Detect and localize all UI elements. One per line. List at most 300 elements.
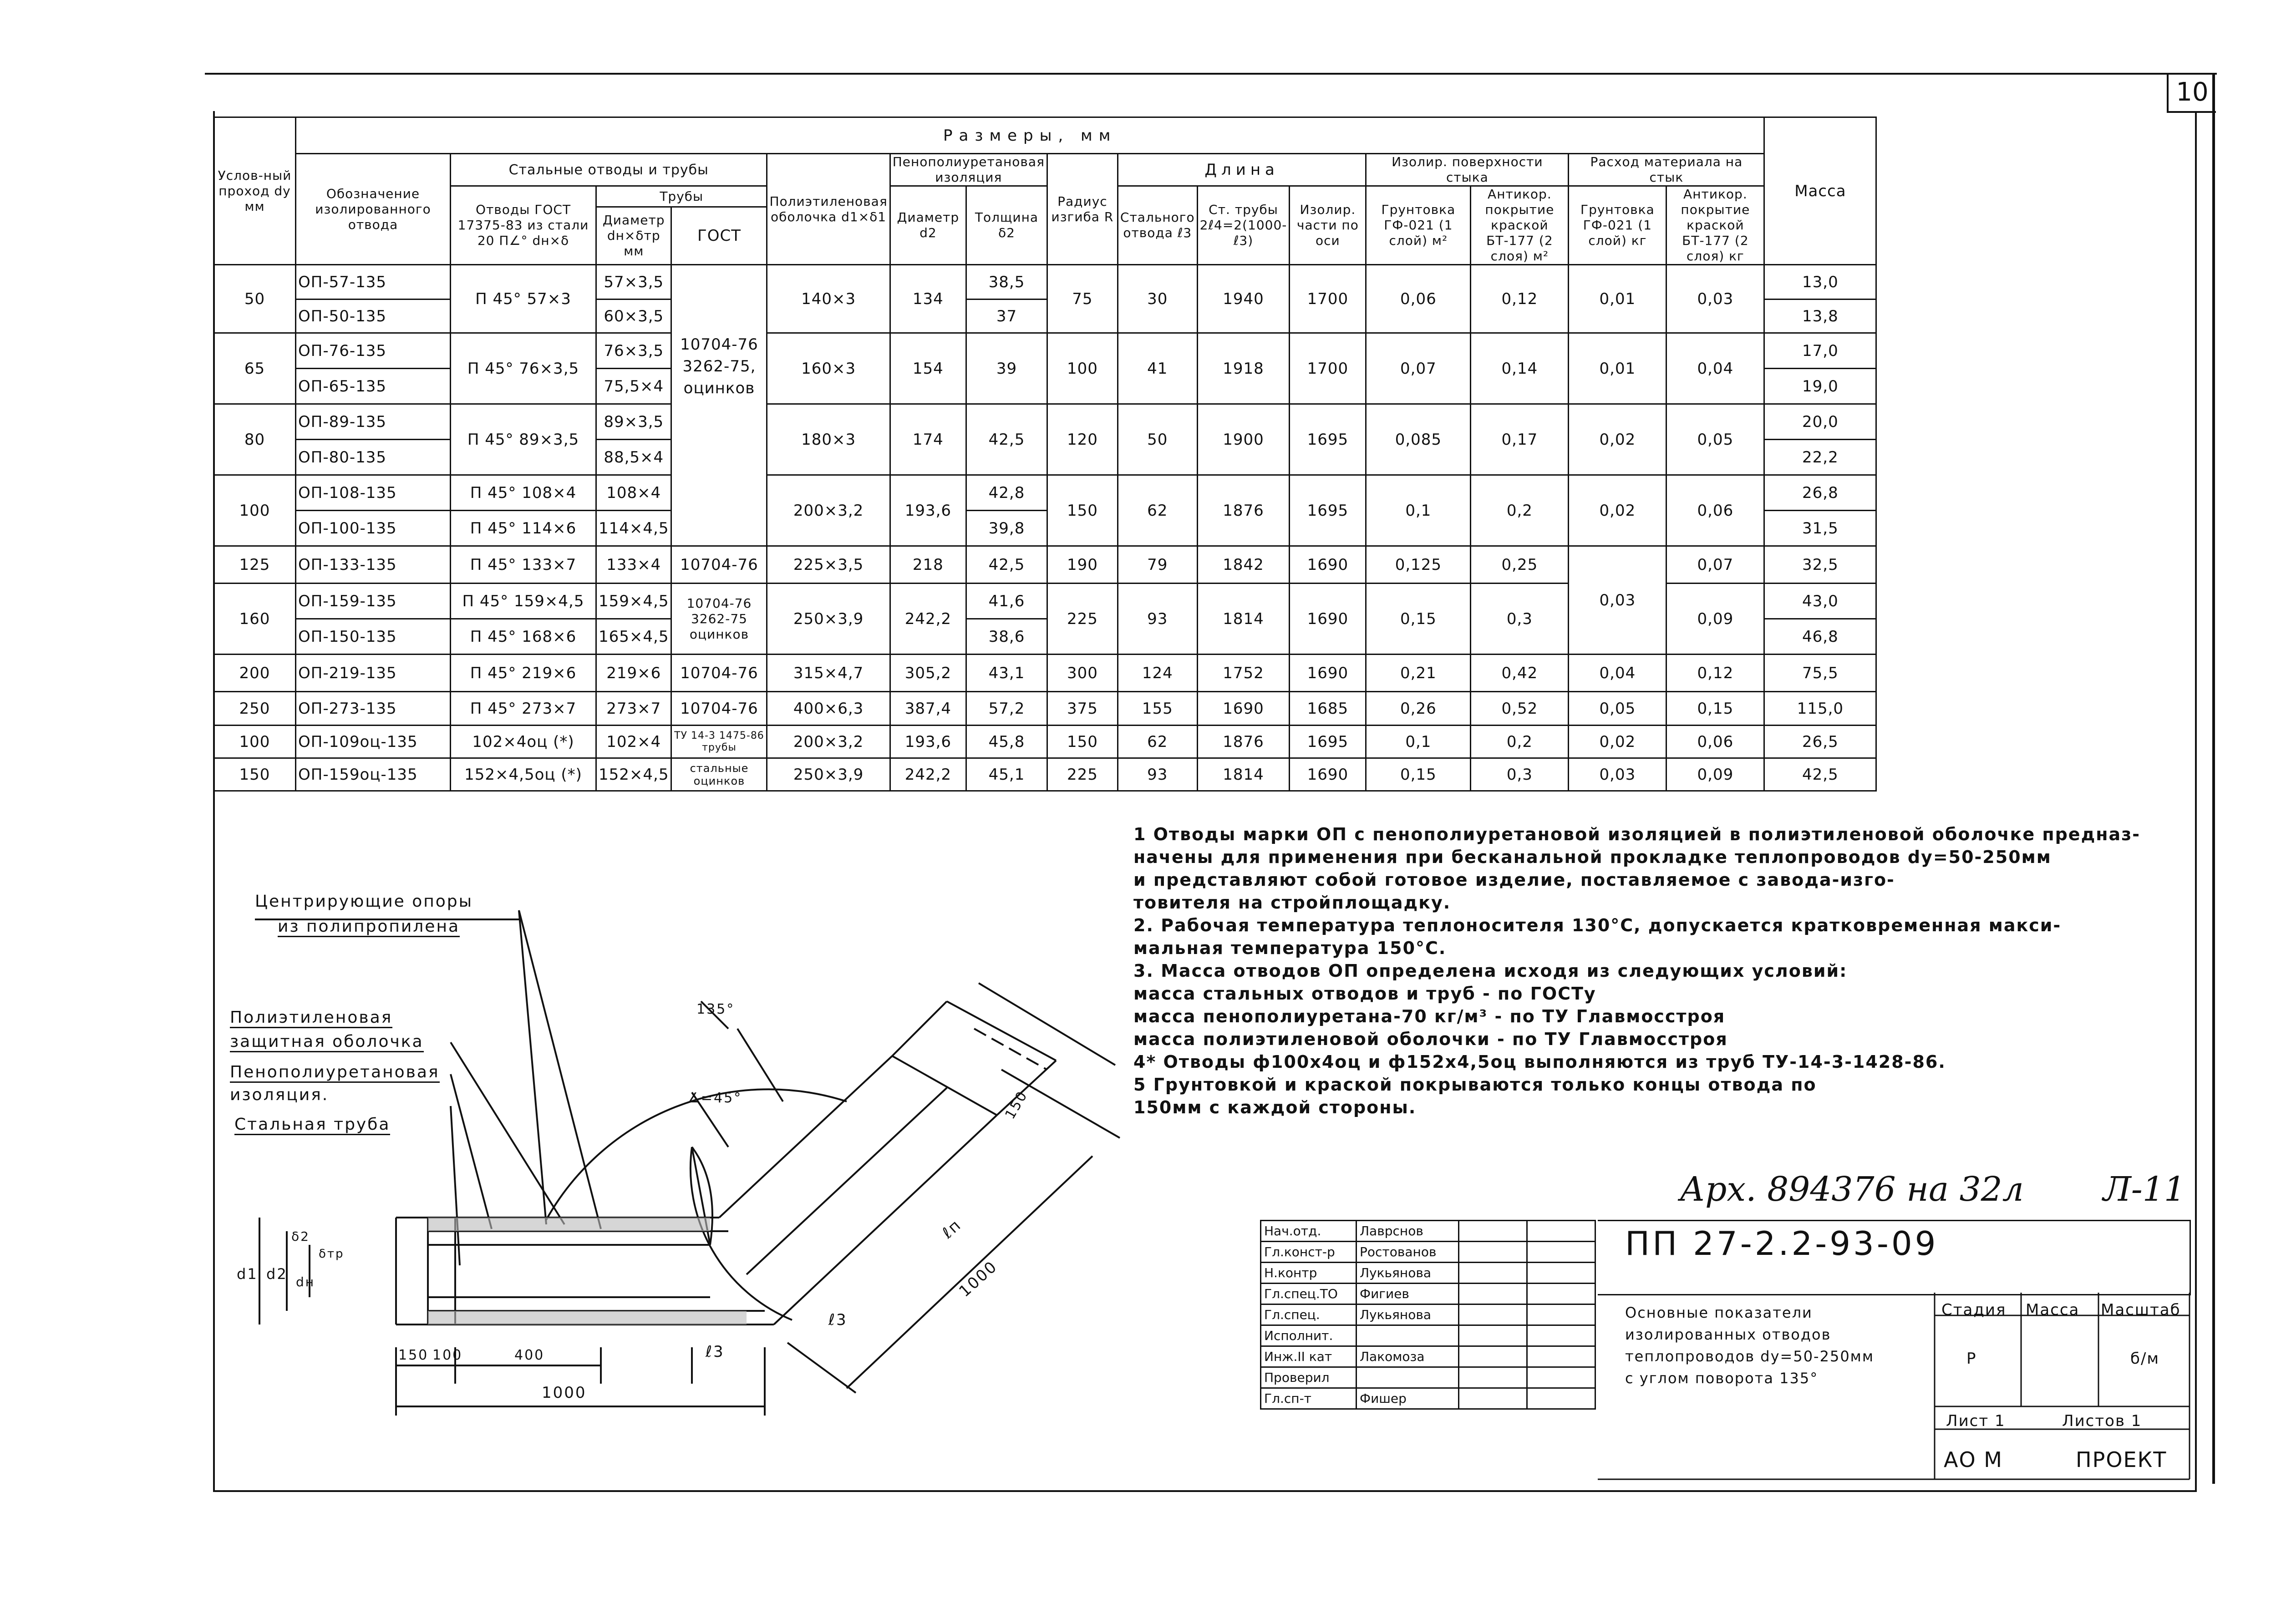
stamp-date bbox=[1527, 1388, 1595, 1409]
cell-grkg: 0,05 bbox=[1569, 692, 1666, 726]
cell-dy: 50 bbox=[214, 265, 296, 333]
cell-diam: 75,5×4 bbox=[596, 369, 671, 404]
hdr-gr-kg: Грунтовка ГФ-021 (1 слой) кг bbox=[1569, 186, 1666, 265]
cell-l4: 1690 bbox=[1197, 692, 1290, 726]
stamp-date bbox=[1527, 1325, 1595, 1346]
cell-oboz: ОП-50-135 bbox=[296, 299, 451, 333]
label-stal-truba: Стальная труба bbox=[234, 1115, 390, 1135]
cell-l4: 1876 bbox=[1197, 726, 1290, 758]
cell-li: 1690 bbox=[1290, 584, 1366, 655]
cell-otvod: П 45° 114×6 bbox=[451, 511, 596, 546]
cell-d2: 242,2 bbox=[890, 584, 966, 655]
dim-150a: 150 bbox=[398, 1347, 429, 1363]
cell-l3: 62 bbox=[1118, 726, 1197, 758]
cell-ant: 0,12 bbox=[1471, 265, 1569, 333]
cell-R: 225 bbox=[1047, 758, 1118, 791]
cell-dy: 65 bbox=[214, 333, 296, 404]
note-line: 150мм с каждой стороны. bbox=[1133, 1097, 1417, 1117]
cell-dy: 100 bbox=[214, 726, 296, 758]
hdr-razmery: Размеры, мм bbox=[296, 117, 1764, 154]
stamp-name: Лукьянова bbox=[1356, 1263, 1459, 1284]
stamp-signature bbox=[1459, 1221, 1527, 1242]
cell-oboz: ОП-57-135 bbox=[296, 265, 451, 299]
cell-antkg: 0,06 bbox=[1666, 475, 1764, 546]
stamp-name: Лакомоза bbox=[1356, 1346, 1459, 1367]
cell-l3: 41 bbox=[1118, 333, 1197, 404]
stamp-name: Фишер bbox=[1356, 1388, 1459, 1409]
cell-diam: 60×3,5 bbox=[596, 299, 671, 333]
cell-l4: 1842 bbox=[1197, 546, 1290, 584]
hdr-izol-pov: Изолир. поверхности стыка bbox=[1366, 154, 1569, 186]
cell-gr: 0,15 bbox=[1366, 584, 1471, 655]
org-1: АО М bbox=[1944, 1447, 2003, 1472]
note-line: товителя на стройплощадку. bbox=[1133, 893, 1451, 913]
cell-mass: 22,2 bbox=[1764, 440, 1876, 475]
cell-obol: 200×3,2 bbox=[767, 475, 890, 546]
cell-mass: 13,8 bbox=[1764, 299, 1876, 333]
cell-R: 225 bbox=[1047, 584, 1118, 655]
cell-diam: 102×4 bbox=[596, 726, 671, 758]
dim-l3b: ℓ3 bbox=[828, 1311, 848, 1329]
cell-d2: 242,2 bbox=[890, 758, 966, 791]
dim-deltatr: δтр bbox=[319, 1247, 345, 1261]
desc-line: с углом поворота 135° bbox=[1625, 1370, 1819, 1387]
masshtab-label: Масштаб bbox=[2101, 1301, 2181, 1319]
cell-diam: 76×3,5 bbox=[596, 333, 671, 369]
cell-tol: 38,6 bbox=[966, 619, 1047, 655]
hdr-ant: Антикор. покрытие краской БТ-177 (2 слоя) м² bbox=[1471, 186, 1569, 265]
hdr-d-stal: Стального отвода ℓ3 bbox=[1118, 186, 1197, 265]
stamp-name: Ростованов bbox=[1356, 1242, 1459, 1263]
cell-obol: 160×3 bbox=[767, 333, 890, 404]
cell-obol: 250×3,9 bbox=[767, 584, 890, 655]
stamp-signature bbox=[1459, 1346, 1527, 1367]
cell-otvod: П 45° 159×4,5 bbox=[451, 584, 596, 619]
cell-ant: 0,14 bbox=[1471, 333, 1569, 404]
hdr-dlina: Длина bbox=[1118, 154, 1366, 186]
stamp-role: Гл.спец.ТО bbox=[1261, 1284, 1356, 1304]
cell-ant: 0,17 bbox=[1471, 404, 1569, 475]
cell-antkg: 0,09 bbox=[1666, 584, 1764, 655]
cell-obol: 140×3 bbox=[767, 265, 890, 333]
stadiya-value: Р bbox=[1966, 1350, 1977, 1368]
cell-ant: 0,2 bbox=[1471, 726, 1569, 758]
cell-otvod: 152×4,5оц (*) bbox=[451, 758, 596, 791]
cell-l4: 1752 bbox=[1197, 655, 1290, 692]
cell-ant: 0,25 bbox=[1471, 546, 1569, 584]
cell-ant: 0,3 bbox=[1471, 758, 1569, 791]
cell-antkg: 0,12 bbox=[1666, 655, 1764, 692]
cell-antkg: 0,04 bbox=[1666, 333, 1764, 404]
stamp-role: Нач.отд. bbox=[1261, 1221, 1356, 1242]
hdr-ppu-diam: Диаметр d2 bbox=[890, 186, 966, 265]
cell-li: 1695 bbox=[1290, 726, 1366, 758]
hdr-truby: Трубы bbox=[596, 186, 767, 207]
stamp-role: Н.контр bbox=[1261, 1263, 1356, 1284]
cell-dy: 200 bbox=[214, 655, 296, 692]
cell-li: 1700 bbox=[1290, 265, 1366, 333]
cell-gost-a: 10704-76 bbox=[680, 335, 758, 354]
cell-tol: 37 bbox=[966, 299, 1047, 333]
cell-grkg: 0,03 bbox=[1569, 546, 1666, 655]
stamp-date bbox=[1527, 1284, 1595, 1304]
cell-l3: 155 bbox=[1118, 692, 1197, 726]
hdr-massa-text: Масса bbox=[1794, 182, 1846, 200]
archive-number: Арх. 894376 на 32л bbox=[1680, 1170, 2024, 1209]
stamp-date bbox=[1527, 1242, 1595, 1263]
dim-d2: d2 bbox=[266, 1265, 288, 1283]
cell-tol: 41,6 bbox=[966, 584, 1047, 619]
cell-R: 150 bbox=[1047, 726, 1118, 758]
cell-d2: 154 bbox=[890, 333, 966, 404]
note-line: 5 Грунтовкой и краской покрываются только концы отвода по bbox=[1133, 1075, 1817, 1095]
cell-tol: 38,5 bbox=[966, 265, 1047, 299]
cell-d2: 218 bbox=[890, 546, 966, 584]
cell-li: 1700 bbox=[1290, 333, 1366, 404]
cell-l4: 1814 bbox=[1197, 584, 1290, 655]
hdr-d-izol: Изолир. части по оси bbox=[1290, 186, 1366, 265]
label-ppu-2: изоляция. bbox=[230, 1086, 329, 1104]
cell-grkg: 0,02 bbox=[1569, 404, 1666, 475]
cell-mass: 115,0 bbox=[1764, 692, 1876, 726]
cell-diam: 114×4,5 bbox=[596, 511, 671, 546]
cell-oboz: ОП-108-135 bbox=[296, 475, 451, 511]
title-stamp bbox=[1260, 1220, 1596, 1410]
cell-grkg: 0,01 bbox=[1569, 265, 1666, 333]
cell-obol: 180×3 bbox=[767, 404, 890, 475]
cell-otvod: П 45° 273×7 bbox=[451, 692, 596, 726]
cell-grkg: 0,01 bbox=[1569, 333, 1666, 404]
stamp-role: Гл.спец. bbox=[1261, 1304, 1356, 1325]
cell-grkg: 0,02 bbox=[1569, 726, 1666, 758]
cell-l3: 124 bbox=[1118, 655, 1197, 692]
cell-ant: 0,52 bbox=[1471, 692, 1569, 726]
stamp-signature bbox=[1459, 1367, 1527, 1388]
label-angle-45: ∠=45° bbox=[687, 1090, 742, 1106]
stamp-role: Исполнит. bbox=[1261, 1325, 1356, 1346]
cell-dy: 150 bbox=[214, 758, 296, 791]
massa-label: Масса bbox=[2026, 1301, 2080, 1319]
cell-grkg: 0,04 bbox=[1569, 655, 1666, 692]
hdr-radius: Радиус изгиба R bbox=[1047, 154, 1118, 265]
cell-gost-b: 3262-75, оцинков bbox=[682, 357, 756, 397]
cell-l4: 1940 bbox=[1197, 265, 1290, 333]
stamp-date bbox=[1527, 1304, 1595, 1325]
desc-line: теплопроводов dy=50-250мм bbox=[1625, 1348, 1874, 1365]
org-2: ПРОЕКТ bbox=[2076, 1447, 2167, 1472]
cell-R: 375 bbox=[1047, 692, 1118, 726]
hdr-ppu-tol: Толщина δ2 bbox=[966, 186, 1047, 265]
dim-dn: dн bbox=[296, 1274, 315, 1289]
cell-d2: 134 bbox=[890, 265, 966, 333]
dim-150b: 150 bbox=[1002, 1088, 1031, 1122]
cell-otvod: П 45° 133×7 bbox=[451, 546, 596, 584]
cell-diam: 273×7 bbox=[596, 692, 671, 726]
hdr-ppu: Пенополиуретановая изоляция bbox=[890, 154, 1047, 186]
cell-gost: ТУ 14-3 1475-86 трубы bbox=[671, 726, 767, 758]
cell-diam: 108×4 bbox=[596, 475, 671, 511]
cell-oboz: ОП-219-135 bbox=[296, 655, 451, 692]
cell-antkg: 0,03 bbox=[1666, 265, 1764, 333]
cell-gr: 0,1 bbox=[1366, 475, 1471, 546]
cell-mass: 13,0 bbox=[1764, 265, 1876, 299]
cell-li: 1695 bbox=[1290, 475, 1366, 546]
stadiya-label: Стадия bbox=[1941, 1301, 2007, 1319]
dim-100: 100 bbox=[432, 1347, 463, 1363]
stamp-role: Гл.сп-т bbox=[1261, 1388, 1356, 1409]
cell-gost: 10704-76 bbox=[671, 655, 767, 692]
sheet-ref: Л-11 bbox=[2103, 1170, 2185, 1209]
note-line: мальная температура 150°С. bbox=[1133, 938, 1447, 958]
cell-R: 190 bbox=[1047, 546, 1118, 584]
label-pe-2: защитная оболочка bbox=[230, 1032, 424, 1052]
cell-mass: 26,5 bbox=[1764, 726, 1876, 758]
cell-gost: 10704-76 bbox=[671, 692, 767, 726]
cell-l4: 1814 bbox=[1197, 758, 1290, 791]
hdr-stal: Стальные отводы и трубы bbox=[451, 154, 767, 186]
cell-diam: 133×4 bbox=[596, 546, 671, 584]
cell-gr: 0,15 bbox=[1366, 758, 1471, 791]
cell-l3: 30 bbox=[1118, 265, 1197, 333]
cell-otvod: П 45° 57×3 bbox=[451, 265, 596, 333]
cell-oboz: ОП-133-135 bbox=[296, 546, 451, 584]
stamp-signature bbox=[1459, 1304, 1527, 1325]
stamp-signature bbox=[1459, 1263, 1527, 1284]
cell-gr: 0,07 bbox=[1366, 333, 1471, 404]
cell-gr: 0,26 bbox=[1366, 692, 1471, 726]
cell-diam: 57×3,5 bbox=[596, 265, 671, 299]
note-line: и представляют собой готовое изделие, поставляемое с завода-изго- bbox=[1133, 870, 1895, 890]
cell-l4: 1876 bbox=[1197, 475, 1290, 546]
hdr-dy: Услов-ный проход dy мм bbox=[214, 117, 296, 265]
stamp-name bbox=[1356, 1325, 1459, 1346]
cell-gr: 0,1 bbox=[1366, 726, 1471, 758]
stamp-role: Инж.II кат bbox=[1261, 1346, 1356, 1367]
cell-R: 100 bbox=[1047, 333, 1118, 404]
cell-tol: 45,8 bbox=[966, 726, 1047, 758]
cell-l4: 1900 bbox=[1197, 404, 1290, 475]
cell-li: 1690 bbox=[1290, 655, 1366, 692]
cell-otvod: П 45° 89×3,5 bbox=[451, 404, 596, 475]
stamp-name: Лаврснов bbox=[1356, 1221, 1459, 1242]
cell-gost: стальные оцинков bbox=[671, 758, 767, 791]
cell-R: 75 bbox=[1047, 265, 1118, 333]
cell-tol: 45,1 bbox=[966, 758, 1047, 791]
cell-antkg: 0,05 bbox=[1666, 404, 1764, 475]
cell-diam: 152×4,5 bbox=[596, 758, 671, 791]
dim-d1: d1 bbox=[237, 1265, 258, 1283]
stamp-description bbox=[1625, 1302, 1874, 1389]
note-line: масса полиэтиленовой оболочки - по ТУ Главмосстроя bbox=[1133, 1029, 1728, 1049]
label-angle-135: 135° bbox=[696, 1001, 735, 1017]
cell-diam: 88,5×4 bbox=[596, 440, 671, 475]
cell-otvod: П 45° 76×3,5 bbox=[451, 333, 596, 404]
cell-obol: 315×4,7 bbox=[767, 655, 890, 692]
cell-gost: 10704-76 bbox=[671, 546, 767, 584]
dim-1000b: 1000 bbox=[955, 1257, 1001, 1301]
cell-dy: 100 bbox=[214, 475, 296, 546]
cell-gr: 0,06 bbox=[1366, 265, 1471, 333]
dim-delta2: δ2 bbox=[291, 1229, 310, 1244]
cell-mass: 42,5 bbox=[1764, 758, 1876, 791]
note-line: масса пенополиуретана-70 кг/м³ - по ТУ Главмосстроя bbox=[1133, 1006, 1726, 1026]
cell-oboz: ОП-159оц-135 bbox=[296, 758, 451, 791]
cell-l3: 62 bbox=[1118, 475, 1197, 546]
stamp-date bbox=[1527, 1221, 1595, 1242]
hdr-gost: ГОСТ bbox=[671, 207, 767, 265]
cell-mass: 17,0 bbox=[1764, 333, 1876, 369]
label-ppu-1: Пенополиуретановая bbox=[230, 1063, 440, 1083]
cell-diam: 219×6 bbox=[596, 655, 671, 692]
hdr-oboz: Обозначение изолированного отвода bbox=[296, 154, 451, 265]
note-line: 2. Рабочая температура теплоносителя 130°С, допускается кратковременная макси- bbox=[1133, 915, 2062, 935]
stamp-signature bbox=[1459, 1388, 1527, 1409]
cell-tol: 42,5 bbox=[966, 404, 1047, 475]
cell-otvod: П 45° 168×6 bbox=[451, 619, 596, 655]
project-code: ПП 27-2.2-93-09 bbox=[1625, 1224, 1939, 1263]
hdr-otvody: Отводы ГОСТ 17375-83 из стали 20 П∠° dн×δ bbox=[451, 186, 596, 265]
cell-d2: 387,4 bbox=[890, 692, 966, 726]
label-polipropilen: из полипропилена bbox=[278, 917, 460, 937]
stamp-name bbox=[1356, 1367, 1459, 1388]
note-line: 4* Отводы ф100х4оц и ф152х4,5оц выполняются из труб ТУ-14-3-1428-86. bbox=[1133, 1052, 1946, 1072]
cell-oboz: ОП-80-135 bbox=[296, 440, 451, 475]
cell-obol: 200×3,2 bbox=[767, 726, 890, 758]
cell-ant: 0,42 bbox=[1471, 655, 1569, 692]
dim-1000: 1000 bbox=[542, 1384, 587, 1402]
hdr-obol: Полиэтиленовая оболочка d1×δ1 bbox=[767, 154, 890, 265]
cell-d2: 193,6 bbox=[890, 475, 966, 546]
stamp-role: Проверил bbox=[1261, 1367, 1356, 1388]
cell-obol: 250×3,9 bbox=[767, 758, 890, 791]
cell-gr: 0,085 bbox=[1366, 404, 1471, 475]
cell-tol: 42,5 bbox=[966, 546, 1047, 584]
masshtab-value: б/м bbox=[2130, 1350, 2160, 1368]
cell-tol: 57,2 bbox=[966, 692, 1047, 726]
cell-tol: 43,1 bbox=[966, 655, 1047, 692]
desc-line: Основные показатели bbox=[1625, 1304, 1813, 1321]
stamp-name: Лукьянова bbox=[1356, 1304, 1459, 1325]
cell-dy: 160 bbox=[214, 584, 296, 655]
cell-d2: 174 bbox=[890, 404, 966, 475]
cell-mass: 75,5 bbox=[1764, 655, 1876, 692]
cell-diam: 159×4,5 bbox=[596, 584, 671, 619]
cell-li: 1690 bbox=[1290, 758, 1366, 791]
cell-obol: 400×6,3 bbox=[767, 692, 890, 726]
cell-obol: 225×3,5 bbox=[767, 546, 890, 584]
cell-l3: 93 bbox=[1118, 584, 1197, 655]
cell-oboz: ОП-100-135 bbox=[296, 511, 451, 546]
cell-gr: 0,21 bbox=[1366, 655, 1471, 692]
note-line: масса стальных отводов и труб - по ГОСТу bbox=[1133, 984, 1596, 1004]
cell-d2: 305,2 bbox=[890, 655, 966, 692]
note-line: начены для применения при бесканальной прокладке теплопроводов dy=50-250мм bbox=[1133, 847, 2052, 867]
label-centr-opory: Центрирующие опоры bbox=[255, 892, 473, 911]
cell-l3: 93 bbox=[1118, 758, 1197, 791]
cell-grkg: 0,02 bbox=[1569, 475, 1666, 546]
cell-gost: 10704-76 3262-75 оцинков bbox=[671, 584, 767, 655]
stamp-role: Гл.конст-р bbox=[1261, 1242, 1356, 1263]
cell-l3: 50 bbox=[1118, 404, 1197, 475]
cell-li: 1685 bbox=[1290, 692, 1366, 726]
dim-ln: ℓп bbox=[939, 1215, 965, 1243]
cell-R: 120 bbox=[1047, 404, 1118, 475]
cell-mass: 20,0 bbox=[1764, 404, 1876, 440]
cell-R: 300 bbox=[1047, 655, 1118, 692]
cell-otvod: 102×4оц (*) bbox=[451, 726, 596, 758]
cell-oboz: ОП-150-135 bbox=[296, 619, 451, 655]
cell-grkg: 0,03 bbox=[1569, 758, 1666, 791]
list-label: Лист 1 bbox=[1946, 1412, 2006, 1430]
cell-antkg: 0,07 bbox=[1666, 546, 1764, 584]
listov-label: Листов 1 bbox=[2062, 1412, 2142, 1430]
hdr-rashod: Расход материала на стык bbox=[1569, 154, 1764, 186]
cell-oboz: ОП-159-135 bbox=[296, 584, 451, 619]
desc-line: изолированных отводов bbox=[1625, 1326, 1831, 1343]
cell-mass: 26,8 bbox=[1764, 475, 1876, 511]
stamp-signature bbox=[1459, 1284, 1527, 1304]
cell-otvod: П 45° 219×6 bbox=[451, 655, 596, 692]
cell-antkg: 0,06 bbox=[1666, 726, 1764, 758]
cell-d2: 193,6 bbox=[890, 726, 966, 758]
cell-tol: 39,8 bbox=[966, 511, 1047, 546]
hdr-gr: Грунтовка ГФ-021 (1 слой) м² bbox=[1366, 186, 1471, 265]
cell-mass: 32,5 bbox=[1764, 546, 1876, 584]
note-line: 3. Масса отводов ОП определена исходя из следующих условий: bbox=[1133, 961, 1848, 981]
hdr-d-truba: Ст. трубы 2ℓ4=2(1000-ℓ3) bbox=[1197, 186, 1290, 265]
cell-l4: 1918 bbox=[1197, 333, 1290, 404]
cell-mass: 46,8 bbox=[1764, 619, 1876, 655]
cell-gr: 0,125 bbox=[1366, 546, 1471, 584]
dim-l3: ℓ3 bbox=[706, 1343, 725, 1361]
cell-antkg: 0,15 bbox=[1666, 692, 1764, 726]
cell-oboz: ОП-273-135 bbox=[296, 692, 451, 726]
sheet-number-text: 10 bbox=[2176, 77, 2209, 107]
cell-ant: 0,3 bbox=[1471, 584, 1569, 655]
cell-diam: 89×3,5 bbox=[596, 404, 671, 440]
cell-oboz: ОП-76-135 bbox=[296, 333, 451, 369]
cell-dy: 80 bbox=[214, 404, 296, 475]
cell-tol: 42,8 bbox=[966, 475, 1047, 511]
stamp-date bbox=[1527, 1346, 1595, 1367]
cell-oboz: ОП-89-135 bbox=[296, 404, 451, 440]
stamp-date bbox=[1527, 1263, 1595, 1284]
cell-mass: 19,0 bbox=[1764, 369, 1876, 404]
note-line: 1 Отводы марки ОП с пенополиуретановой изоляцией в полиэтиленовой оболочке предназ- bbox=[1133, 824, 2141, 844]
cell-tol: 39 bbox=[966, 333, 1047, 404]
cell-oboz: ОП-109оц-135 bbox=[296, 726, 451, 758]
hdr-ant-kg: Антикор. покрытие краской БТ-177 (2 слоя) кг bbox=[1666, 186, 1764, 265]
label-pe-1: Полиэтиленовая bbox=[230, 1008, 392, 1028]
cell-li: 1690 bbox=[1290, 546, 1366, 584]
stamp-signature bbox=[1459, 1325, 1527, 1346]
stamp-name: Фигиев bbox=[1356, 1284, 1459, 1304]
cell-otvod: П 45° 108×4 bbox=[451, 475, 596, 511]
cell-oboz: ОП-65-135 bbox=[296, 369, 451, 404]
cell-diam: 165×4,5 bbox=[596, 619, 671, 655]
cell-l3: 79 bbox=[1118, 546, 1197, 584]
cell-ant: 0,2 bbox=[1471, 475, 1569, 546]
cell-antkg: 0,09 bbox=[1666, 758, 1764, 791]
cell-li: 1695 bbox=[1290, 404, 1366, 475]
dim-400: 400 bbox=[514, 1347, 545, 1363]
stamp-signature bbox=[1459, 1242, 1527, 1263]
cell-dy: 125 bbox=[214, 546, 296, 584]
cell-mass: 43,0 bbox=[1764, 584, 1876, 619]
stamp-date bbox=[1527, 1367, 1595, 1388]
cell-dy: 250 bbox=[214, 692, 296, 726]
cell-mass: 31,5 bbox=[1764, 511, 1876, 546]
